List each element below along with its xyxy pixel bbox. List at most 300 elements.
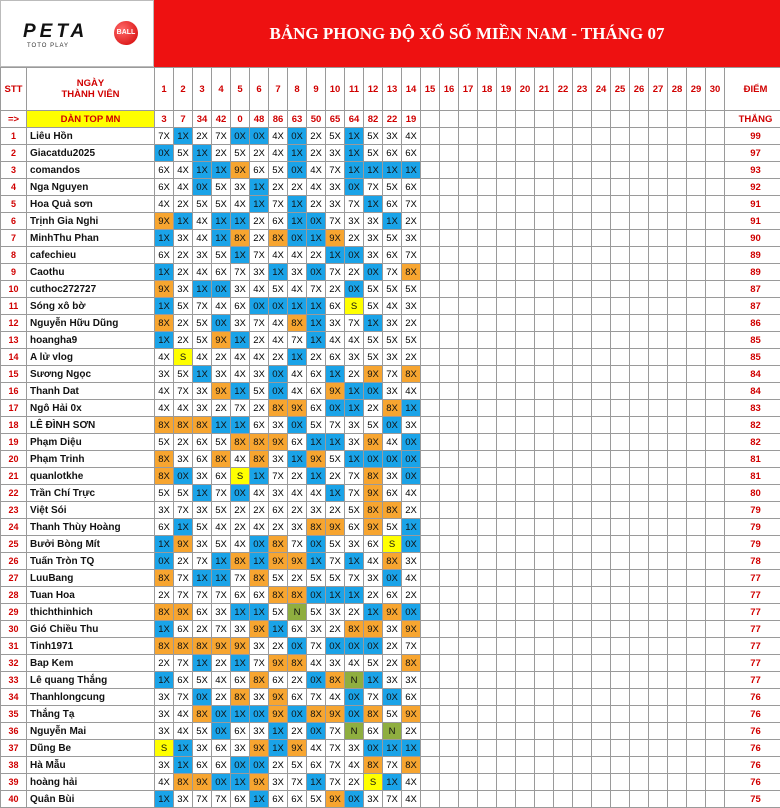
day-cell: 6X <box>288 434 307 451</box>
day-cell-empty <box>649 196 668 213</box>
row-stt: 34 <box>1 689 27 706</box>
day-cell-empty <box>478 774 497 791</box>
day-cell-empty <box>459 162 478 179</box>
dan-value: 64 <box>345 111 364 128</box>
day-cell: 1X <box>174 740 193 757</box>
row-stt: 10 <box>1 281 27 298</box>
row-stt: 19 <box>1 434 27 451</box>
day-cell: 1X <box>193 570 212 587</box>
day-cell: 7X <box>174 655 193 672</box>
day-cell-empty <box>516 332 535 349</box>
day-cell-empty <box>478 536 497 553</box>
day-cell: 2X <box>174 247 193 264</box>
day-cell-empty <box>668 162 687 179</box>
day-cell-empty <box>630 723 649 740</box>
day-cell: 7X <box>193 298 212 315</box>
day-cell-empty <box>706 587 725 604</box>
day-cell: 4X <box>345 655 364 672</box>
day-cell: 4X <box>155 349 174 366</box>
day-cell: 9X <box>326 383 345 400</box>
day-cell-empty <box>421 417 440 434</box>
day-cell: S <box>155 740 174 757</box>
day-cell: 0X <box>269 366 288 383</box>
day-cell: 9X <box>364 366 383 383</box>
day-cell: 2X <box>307 196 326 213</box>
day-cell-empty <box>421 774 440 791</box>
day-cell-empty <box>478 451 497 468</box>
day-cell: 5X <box>193 672 212 689</box>
day-cell: 0X <box>364 451 383 468</box>
day-cell-empty <box>573 128 592 145</box>
table-row <box>1 264 780 281</box>
day-cell-empty <box>421 451 440 468</box>
day-cell-empty <box>649 604 668 621</box>
member-name: cafechieu <box>27 247 155 264</box>
day-cell-empty <box>706 162 725 179</box>
day-cell: 5X <box>364 281 383 298</box>
header <box>0 0 780 67</box>
day-cell-empty <box>478 672 497 689</box>
table-row <box>1 774 780 791</box>
day-cell-empty <box>516 638 535 655</box>
day-cell: 6X <box>193 604 212 621</box>
day-cell: 3X <box>326 196 345 213</box>
day-cell-empty <box>459 757 478 774</box>
day-cell: 0X <box>250 128 269 145</box>
day-cell: 1X <box>250 468 269 485</box>
dan-value <box>649 111 668 128</box>
day-cell: 2X <box>231 502 250 519</box>
day-cell: 8X <box>307 519 326 536</box>
day-cell-empty <box>630 451 649 468</box>
row-score: 87 <box>725 298 780 315</box>
day-cell-empty <box>706 706 725 723</box>
day-cell-empty <box>554 791 573 808</box>
table-row <box>1 281 780 298</box>
day-cell: 7X <box>307 638 326 655</box>
member-name: Sóng xô bờ <box>27 298 155 315</box>
day-cell-empty <box>687 434 706 451</box>
day-cell-empty <box>668 638 687 655</box>
day-cell: 2X <box>212 689 231 706</box>
day-cell-empty <box>554 349 573 366</box>
day-cell: 1X <box>307 332 326 349</box>
day-cell: 8X <box>402 655 421 672</box>
day-cell: 1X <box>155 791 174 808</box>
day-cell-empty <box>592 740 611 757</box>
day-cell: 9X <box>155 213 174 230</box>
day-cell-empty <box>611 332 630 349</box>
day-cell-empty <box>459 213 478 230</box>
day-cell-empty <box>573 451 592 468</box>
day-cell: 1X <box>402 162 421 179</box>
day-cell-empty <box>706 757 725 774</box>
day-cell: 3X <box>326 145 345 162</box>
day-cell: 1X <box>193 162 212 179</box>
day-cell: 0X <box>345 281 364 298</box>
day-cell: 1X <box>212 162 231 179</box>
day-cell-empty <box>497 791 516 808</box>
day-cell: S <box>364 774 383 791</box>
day-cell-empty <box>516 128 535 145</box>
row-stt: 1 <box>1 128 27 145</box>
table-row <box>1 757 780 774</box>
day-cell-empty <box>516 298 535 315</box>
row-stt: 17 <box>1 400 27 417</box>
day-cell-empty <box>592 247 611 264</box>
member-name: Liêu Hồn <box>27 128 155 145</box>
day-cell-empty <box>592 570 611 587</box>
header-day: 24 <box>592 68 611 111</box>
day-cell: 6X <box>402 179 421 196</box>
day-cell-empty <box>478 179 497 196</box>
day-cell: 4X <box>269 145 288 162</box>
day-cell: 1X <box>212 213 231 230</box>
day-cell-empty <box>554 553 573 570</box>
day-cell: 1X <box>307 230 326 247</box>
day-cell-empty <box>573 757 592 774</box>
day-cell: 0X <box>250 536 269 553</box>
day-cell: 5X <box>383 706 402 723</box>
day-cell-empty <box>706 179 725 196</box>
day-cell: 2X <box>250 230 269 247</box>
day-cell: 3X <box>402 672 421 689</box>
day-cell-empty <box>592 128 611 145</box>
day-cell-empty <box>497 604 516 621</box>
day-cell: 4X <box>212 298 231 315</box>
day-cell-empty <box>649 230 668 247</box>
day-cell-empty <box>630 145 649 162</box>
day-cell: 4X <box>402 485 421 502</box>
day-cell-empty <box>706 417 725 434</box>
day-cell-empty <box>630 298 649 315</box>
day-cell-empty <box>478 791 497 808</box>
day-cell-empty <box>478 332 497 349</box>
day-cell: 8X <box>269 400 288 417</box>
day-cell: 7X <box>269 196 288 213</box>
day-cell-empty <box>573 281 592 298</box>
day-cell: 1X <box>155 230 174 247</box>
day-cell: 3X <box>383 349 402 366</box>
day-cell: 9X <box>288 400 307 417</box>
day-cell-empty <box>554 757 573 774</box>
day-cell-empty <box>554 519 573 536</box>
day-cell-empty <box>440 655 459 672</box>
day-cell-empty <box>592 366 611 383</box>
day-cell: 8X <box>231 230 250 247</box>
day-cell-empty <box>497 757 516 774</box>
day-cell-empty <box>649 655 668 672</box>
day-cell-empty <box>554 264 573 281</box>
day-cell-empty <box>630 638 649 655</box>
day-cell-empty <box>630 247 649 264</box>
day-cell: 8X <box>402 757 421 774</box>
day-cell-empty <box>440 451 459 468</box>
day-cell-empty <box>573 706 592 723</box>
day-cell-empty <box>440 179 459 196</box>
member-name: Quân Bùi <box>27 791 155 808</box>
day-cell: 0X <box>307 672 326 689</box>
day-cell-empty <box>516 145 535 162</box>
row-stt: 4 <box>1 179 27 196</box>
day-cell-empty <box>535 451 554 468</box>
day-cell-empty <box>668 502 687 519</box>
day-cell-empty <box>478 570 497 587</box>
day-cell: 4X <box>345 757 364 774</box>
day-cell-empty <box>573 400 592 417</box>
day-cell-empty <box>535 281 554 298</box>
day-cell-empty <box>573 723 592 740</box>
day-cell-empty <box>706 247 725 264</box>
day-cell-empty <box>554 128 573 145</box>
day-cell: 8X <box>364 757 383 774</box>
day-cell-empty <box>687 366 706 383</box>
day-cell-empty <box>649 366 668 383</box>
day-cell-empty <box>497 519 516 536</box>
row-score: 93 <box>725 162 780 179</box>
day-cell: 3X <box>174 230 193 247</box>
day-cell-empty <box>649 298 668 315</box>
day-cell-empty <box>687 706 706 723</box>
day-cell: 3X <box>174 451 193 468</box>
day-cell: 3X <box>364 570 383 587</box>
day-cell: 7X <box>326 264 345 281</box>
day-cell: 2X <box>326 281 345 298</box>
row-score: 91 <box>725 213 780 230</box>
day-cell-empty <box>421 400 440 417</box>
day-cell-empty <box>478 315 497 332</box>
day-cell: 2X <box>174 315 193 332</box>
day-cell-empty <box>687 672 706 689</box>
day-cell: 4X <box>174 179 193 196</box>
day-cell: 6X <box>383 247 402 264</box>
day-cell: 1X <box>345 128 364 145</box>
day-cell-empty <box>649 621 668 638</box>
day-cell: 1X <box>212 417 231 434</box>
member-name: Giacatdu2025 <box>27 145 155 162</box>
day-cell: 3X <box>155 723 174 740</box>
day-cell-empty <box>592 706 611 723</box>
day-cell-empty <box>630 400 649 417</box>
day-cell: 5X <box>307 791 326 808</box>
day-cell: 6X <box>364 723 383 740</box>
day-cell: 1X <box>269 264 288 281</box>
day-cell-empty <box>535 145 554 162</box>
day-cell: 3X <box>269 774 288 791</box>
day-cell: 1X <box>231 417 250 434</box>
day-cell-empty <box>459 587 478 604</box>
day-cell-empty <box>535 485 554 502</box>
day-cell: 1X <box>326 485 345 502</box>
day-cell-empty <box>497 689 516 706</box>
day-cell: 3X <box>383 672 402 689</box>
row-score: 91 <box>725 196 780 213</box>
day-cell-empty <box>649 672 668 689</box>
day-cell-empty <box>421 655 440 672</box>
day-cell-empty <box>668 706 687 723</box>
day-cell: 0X <box>307 587 326 604</box>
day-cell: 0X <box>193 179 212 196</box>
day-cell: 4X <box>193 349 212 366</box>
table-row <box>1 502 780 519</box>
day-cell-empty <box>459 451 478 468</box>
day-cell: 7X <box>402 638 421 655</box>
day-cell-empty <box>554 383 573 400</box>
header-day: 17 <box>459 68 478 111</box>
header-day: 23 <box>573 68 592 111</box>
day-cell-empty <box>535 502 554 519</box>
day-cell: 1X <box>174 757 193 774</box>
day-cell: 2X <box>269 179 288 196</box>
day-cell: 3X <box>326 655 345 672</box>
member-name: comandos <box>27 162 155 179</box>
day-cell-empty <box>573 298 592 315</box>
day-cell-empty <box>554 502 573 519</box>
day-cell-empty <box>497 349 516 366</box>
header-day: 16 <box>440 68 459 111</box>
day-cell: 2X <box>288 570 307 587</box>
day-cell: 1X <box>288 145 307 162</box>
day-cell: 3X <box>155 502 174 519</box>
table-row <box>1 128 780 145</box>
day-cell-empty <box>592 468 611 485</box>
day-cell-empty <box>706 791 725 808</box>
day-cell: 7X <box>288 774 307 791</box>
day-cell: 9X <box>250 621 269 638</box>
day-cell-empty <box>687 281 706 298</box>
day-cell-empty <box>516 162 535 179</box>
day-cell: 2X <box>174 434 193 451</box>
day-cell: 5X <box>193 519 212 536</box>
day-cell: 5X <box>364 145 383 162</box>
day-cell-empty <box>421 298 440 315</box>
header-day: 5 <box>231 68 250 111</box>
day-cell-empty <box>421 383 440 400</box>
day-cell-empty <box>459 196 478 213</box>
day-cell: 3X <box>231 740 250 757</box>
day-cell: 6X <box>174 672 193 689</box>
day-cell-empty <box>554 230 573 247</box>
day-cell-empty <box>535 349 554 366</box>
day-cell-empty <box>611 519 630 536</box>
member-name: Trần Chí Trực <box>27 485 155 502</box>
day-cell-empty <box>535 672 554 689</box>
header-day: 9 <box>307 68 326 111</box>
day-cell: 0X <box>364 264 383 281</box>
day-cell-empty <box>668 400 687 417</box>
day-cell: 1X <box>345 383 364 400</box>
day-cell: 7X <box>383 791 402 808</box>
day-cell-empty <box>687 757 706 774</box>
day-cell-empty <box>611 196 630 213</box>
day-cell-empty <box>440 638 459 655</box>
day-cell: 3X <box>250 723 269 740</box>
day-cell-empty <box>440 434 459 451</box>
day-cell-empty <box>687 723 706 740</box>
row-stt: 28 <box>1 587 27 604</box>
day-cell: 0X <box>212 774 231 791</box>
day-cell: 1X <box>326 587 345 604</box>
day-cell: 7X <box>345 315 364 332</box>
day-cell: 1X <box>231 706 250 723</box>
day-cell-empty <box>535 689 554 706</box>
day-cell: 7X <box>288 536 307 553</box>
logo-subtext: TOTO PLAY <box>27 43 69 49</box>
day-cell-empty <box>687 570 706 587</box>
day-cell-empty <box>611 128 630 145</box>
day-cell-empty <box>649 791 668 808</box>
day-cell: 1X <box>345 400 364 417</box>
day-cell: 6X <box>307 366 326 383</box>
day-cell: 1X <box>307 468 326 485</box>
day-cell: 8X <box>383 502 402 519</box>
day-cell-empty <box>630 434 649 451</box>
day-cell: 4X <box>174 400 193 417</box>
day-cell-empty <box>706 281 725 298</box>
row-stt: 14 <box>1 349 27 366</box>
day-cell-empty <box>535 162 554 179</box>
day-cell-empty <box>516 264 535 281</box>
day-cell: 5X <box>383 281 402 298</box>
day-cell: 8X <box>231 434 250 451</box>
day-cell: 4X <box>307 162 326 179</box>
day-cell-empty <box>440 264 459 281</box>
day-cell-empty <box>478 553 497 570</box>
day-cell: 1X <box>250 196 269 213</box>
day-cell-empty <box>611 162 630 179</box>
day-cell: 4X <box>402 791 421 808</box>
day-cell: 6X <box>250 162 269 179</box>
day-cell-empty <box>630 536 649 553</box>
day-cell-empty <box>535 434 554 451</box>
table-row <box>1 587 780 604</box>
day-cell: 8X <box>307 706 326 723</box>
day-cell-empty <box>421 621 440 638</box>
day-cell-empty <box>687 417 706 434</box>
day-cell: 4X <box>250 485 269 502</box>
day-cell: 2X <box>212 145 231 162</box>
day-cell-empty <box>668 128 687 145</box>
day-cell: 8X <box>193 706 212 723</box>
day-cell-empty <box>440 791 459 808</box>
day-cell: 5X <box>269 570 288 587</box>
day-cell: 4X <box>174 706 193 723</box>
dan-value: 48 <box>250 111 269 128</box>
day-cell-empty <box>573 332 592 349</box>
table-row <box>1 485 780 502</box>
row-stt: 24 <box>1 519 27 536</box>
day-cell-empty <box>611 570 630 587</box>
day-cell-empty <box>611 536 630 553</box>
day-cell: 4X <box>307 485 326 502</box>
day-cell-empty <box>440 315 459 332</box>
dan-value <box>554 111 573 128</box>
day-cell-empty <box>516 281 535 298</box>
day-cell: 6X <box>383 587 402 604</box>
day-cell-empty <box>478 417 497 434</box>
day-cell: 6X <box>307 383 326 400</box>
day-cell: 4X <box>288 281 307 298</box>
day-cell-empty <box>649 689 668 706</box>
day-cell: 3X <box>345 213 364 230</box>
row-stt: 36 <box>1 723 27 740</box>
day-cell: 3X <box>383 128 402 145</box>
day-cell-empty <box>554 706 573 723</box>
row-score: 81 <box>725 468 780 485</box>
day-cell: 0X <box>288 706 307 723</box>
day-cell-empty <box>516 570 535 587</box>
day-cell-empty <box>497 638 516 655</box>
